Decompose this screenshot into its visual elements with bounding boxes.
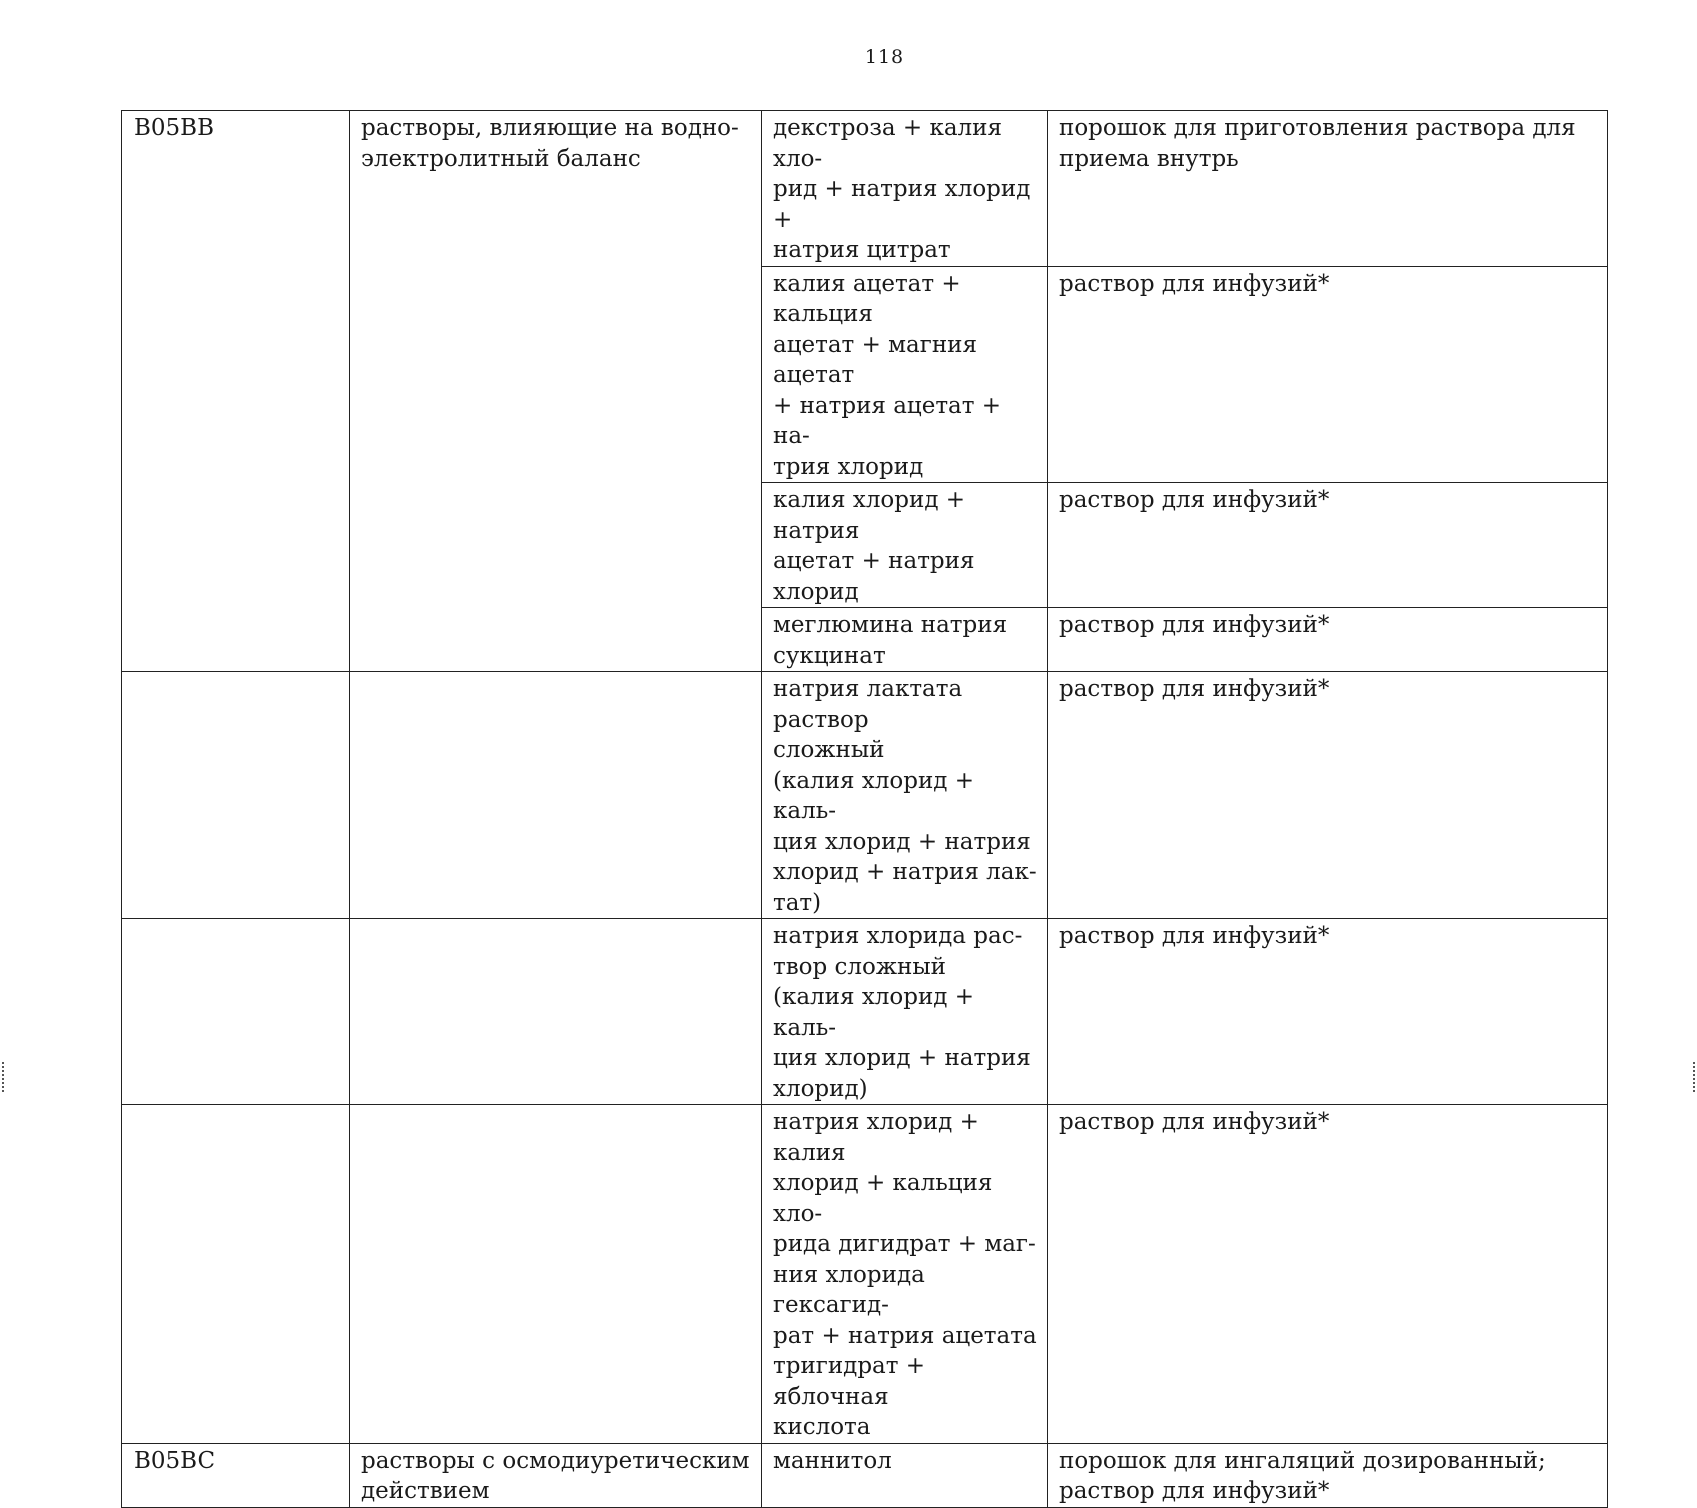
- dosage-form-cell: раствор для инфузий*: [1048, 1105, 1608, 1444]
- dosage-form-cell: раствор для инфузий*: [1048, 483, 1608, 608]
- substance-cell: натрия хлорид + калия хлорид + кальция хло- рида дигидрат + маг- ния хлорида гексагид- рат + натрия ацетата тригидрат + яблочная кислота: [762, 1105, 1048, 1444]
- substance-cell: декстроза + калия хло- рид + натрия хлорид + натрия цитрат: [762, 111, 1048, 267]
- table-row: [122, 1443, 1608, 1507]
- table-row: [122, 672, 1608, 919]
- substance-cell: натрия хлорида рас- твор сложный (калия хлорид + каль- ция хлорид + натрия хлорид): [762, 919, 1048, 1105]
- group-cell: [350, 672, 762, 919]
- atc-code-cell: [122, 672, 350, 919]
- dosage-form-cell: раствор для инфузий*: [1048, 266, 1608, 483]
- group-cell: растворы, влияющие на водно- электролитный баланс: [350, 111, 762, 672]
- substance-cell: калия хлорид + натрия ацетат + натрия хлорид: [762, 483, 1048, 608]
- atc-code-cell: [122, 1105, 350, 1444]
- dosage-form-cell: раствор для инфузий*: [1048, 919, 1608, 1105]
- atc-code-cell: [122, 919, 350, 1105]
- substance-cell: натрия лактата раствор сложный (калия хлорид + каль- ция хлорид + натрия хлорид + натрия лак- тат): [762, 672, 1048, 919]
- dosage-form-cell: раствор для инфузий*: [1048, 608, 1608, 672]
- page-number: 118: [864, 46, 905, 68]
- right-margin-mark: [1693, 1062, 1697, 1092]
- group-cell: растворы с осмодиуретическим действием: [350, 1443, 762, 1507]
- drug-table: [121, 110, 1608, 1508]
- dosage-form-cell: порошок для приготовления раствора для приема внутрь: [1048, 111, 1608, 267]
- substance-cell: калия ацетат + кальция ацетат + магния ацетат + натрия ацетат + на- трия хлорид: [762, 266, 1048, 483]
- dosage-form-cell: порошок для ингаляций дозированный; раствор для инфузий*: [1048, 1443, 1608, 1507]
- substance-cell: маннитол: [762, 1443, 1048, 1507]
- group-cell: [350, 919, 762, 1105]
- group-cell: [350, 1105, 762, 1444]
- dosage-form-cell: раствор для инфузий*: [1048, 672, 1608, 919]
- table-row: [122, 1105, 1608, 1444]
- atc-code-cell: B05BB: [122, 111, 350, 672]
- table-row: [122, 919, 1608, 1105]
- left-margin-mark: [2, 1062, 6, 1092]
- atc-code-cell: B05BC: [122, 1443, 350, 1507]
- substance-cell: меглюмина натрия сукцинат: [762, 608, 1048, 672]
- table-row: [122, 111, 1608, 267]
